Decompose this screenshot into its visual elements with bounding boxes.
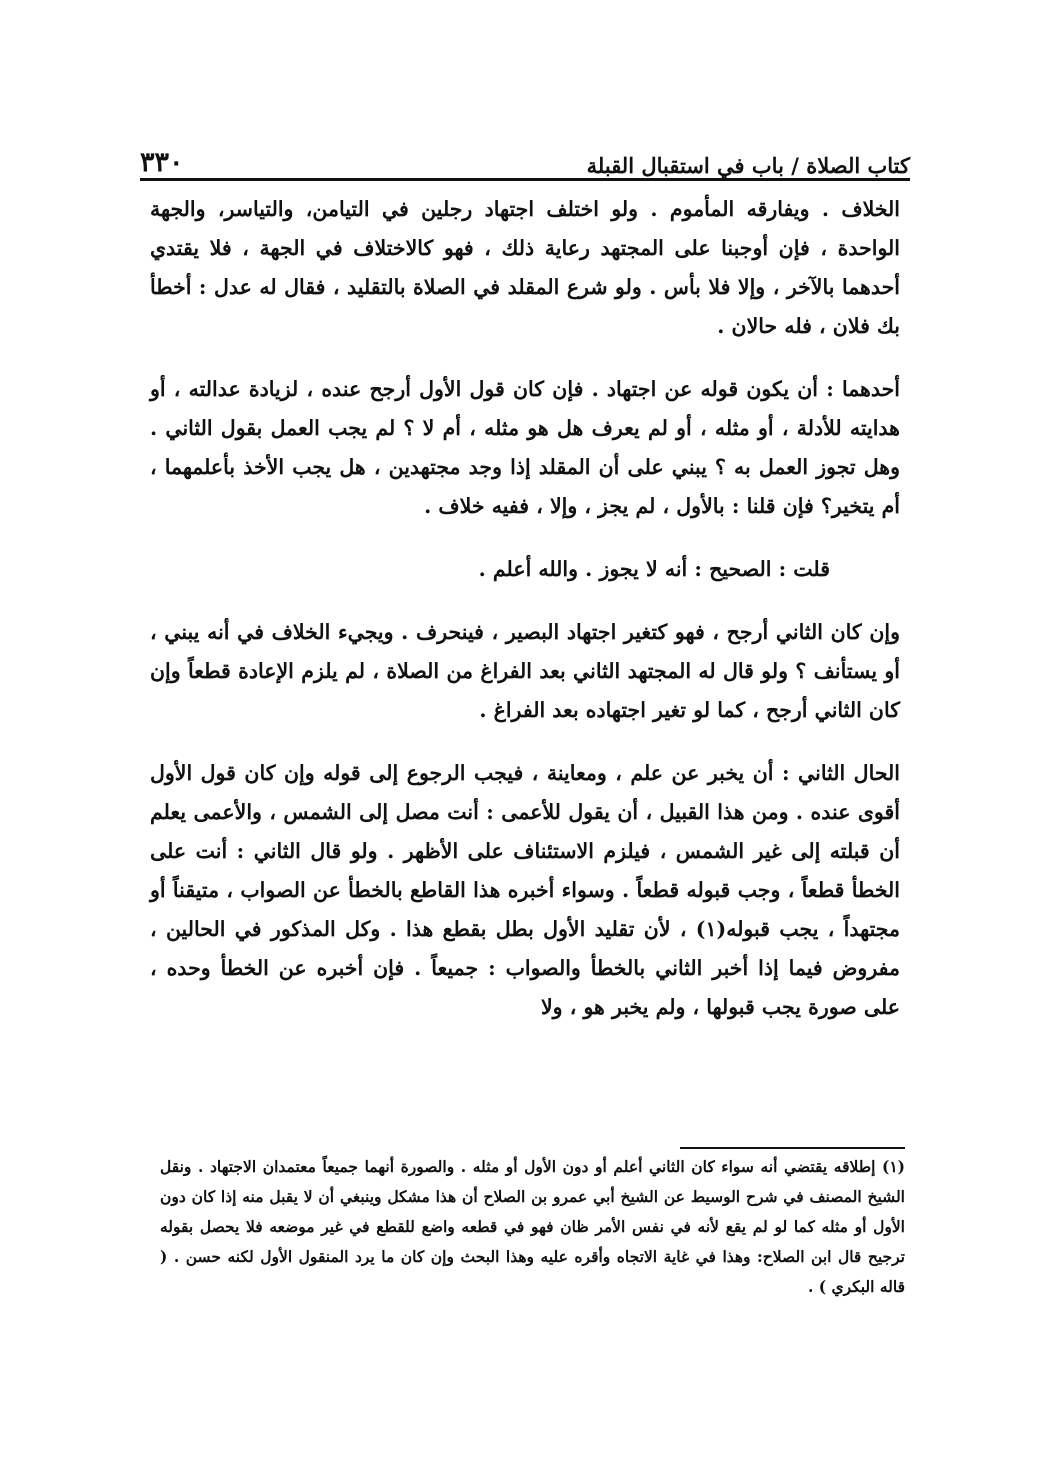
paragraph-2-lead: أحدهما : [826,377,900,401]
paragraph-3 [150,550,900,589]
paragraph-5-lead: الحال الثاني : [781,761,900,785]
chapter-title: كتاب الصلاة / باب في استقبال القبلة [586,153,910,178]
main-text [150,190,900,1051]
paragraph-1-text: الخلاف . ويفارقه المأموم . ولو اختلف اجتهاد رجلين في التيامن، والتياسر، والجهة الواحدة ، فإن أوجبنا على المجتهد رعاية ذلك ، فهو كالاختلاف في الجهة ، فلا يقتدي أحدهما بالآخر ، وإلا فلا بأس . ولو شرع المقلد في الصلاة بالتقليد ، فقال له عدل : أخطأ بك فلان ، فله حالان . [150,197,900,338]
paragraph-3-lead: قلت : [778,557,830,581]
paragraph-2-text: أن يكون قوله عن اجتهاد . فإن كان قول الأول أرجح عنده ، لزيادة عدالته ، أو هدايته للأدلة ، أو مثله ، أو لم يعرف هل هو مثله ، أم لا ؟ لم يجب العمل بقول الثاني . وهل تجوز العمل به ؟ يبني على أن المقلد إذا وجد مجتهدين ، هل يجب الأخذ بأعلمهما ، أم يتخير؟ فإن قلنا : بالأول ، لم يجز ، وإلا ، ففيه خلاف . [150,377,900,518]
paragraph-5 [150,754,900,1027]
paragraph-2 [150,370,900,526]
paragraph-3-text: الصحيح : أنه لا يجوز . والله أعلم . [478,557,772,581]
paragraph-5-text: أن يخبر عن علم ، ومعاينة ، فيجب الرجوع إلى قوله وإن كان قول الأول أقوى عنده . ومن هذا القبيل ، أن يقول للأعمى : أنت مصل إلى الشمس ، والأعمى يعلم أن قبلته إلى غير الشمس ، فيلزم الاستئناف على الأظهر . ولو قال الثاني : أنت على الخطأ قطعاً ، وجب قبوله قطعاً . وسواء أخبره هذا القاطع بالخطأ عن الصواب ، متيقناً أو مجتهداً ، يجب قبوله(١) ، لأن تقليد الأول بطل بقطع هذا . وكل المذكور في الحالين ، مفروض فيما إذا أخبر الثاني بالخطأ والصواب : جميعاً . فإن أخبره عن الخطأ وحده ، على صورة يجب قبولها ، ولم يخبر هو ، ولا [150,761,900,1019]
paragraph-4 [150,613,900,730]
paragraph-1 [150,190,900,346]
footnote-rule [680,1147,905,1149]
header-rule [140,178,910,181]
footnote-1: (١) إطلاقه يقتضي أنه سواء كان الثاني أعلم أو دون الأول أو مثله . والصورة أنهما جميعاً معتمدان الاجتهاد . ونقل الشيخ المصنف في شرح الوسيط عن الشيخ أبي عمرو بن الصلاح أن هذا مشكل وينبغي أن لا يقبل منه إذا كان دون الأول أو مثله كما لو لم يقع لأنه في نفس الأمر ظان فهو في قطعه واضع للقطع في غير موضعه فلا يحصل بقوله ترجيح قال ابن الصلاح: وهذا في غاية الاتجاه وأقره عليه وهذا البحث وإن كان ما يرد المنقول الأول لكنه حسن . ( قاله البكري ) . [160,1157,905,1296]
footnotes [160,1152,905,1302]
page-number: ٣٣٠ [140,147,184,178]
running-head [140,130,910,178]
paragraph-4-text: وإن كان الثاني أرجح ، فهو كتغير اجتهاد البصير ، فينحرف . ويجيء الخلاف في أنه يبني ، أو يستأنف ؟ ولو قال له المجتهد الثاني بعد الفراغ من الصلاة ، لم يلزم الإعادة قطعاً وإن كان الثاني أرجح ، كما لو تغير اجتهاده بعد الفراغ . [150,620,900,722]
